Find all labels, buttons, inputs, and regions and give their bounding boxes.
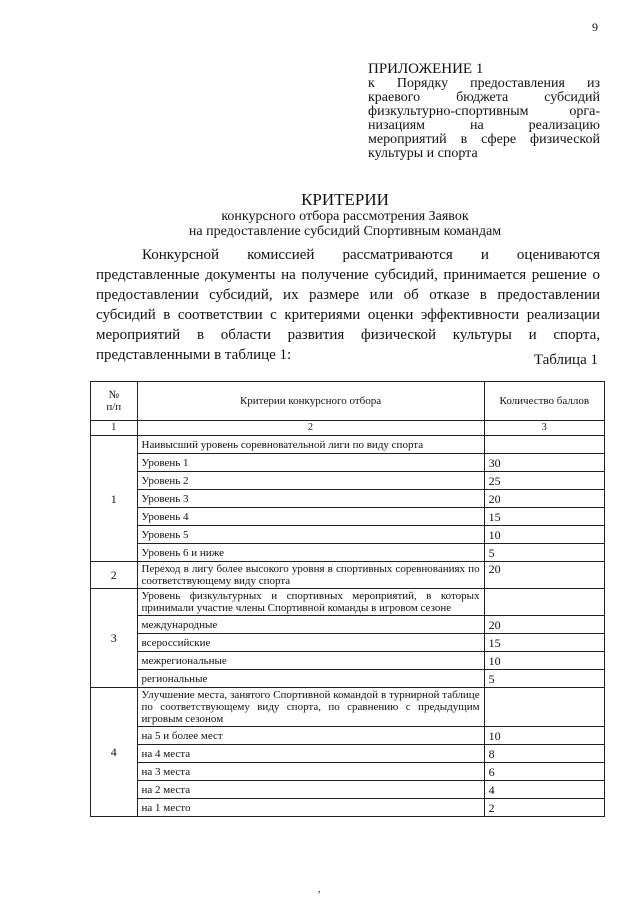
score-cell: 5 <box>484 670 604 688</box>
paragraph-line: субсидий в соответствии с критериями оценки эффективности реализации <box>96 307 600 323</box>
criteria-row-label: международные <box>137 616 484 634</box>
criteria-row-label: Уровень 1 <box>137 454 484 472</box>
group-heading: Переход в лигу более высокого уровня в спортивных соревнованиях по соответствующему виду спорта <box>137 562 484 589</box>
appendix-line: краевого бюджета субсидий <box>368 90 600 105</box>
paragraph-line: мероприятий в области развития физической культуры и спорта, <box>96 327 600 343</box>
score-cell: 5 <box>484 544 604 562</box>
page-number: 9 <box>592 20 598 34</box>
group-heading: Улучшение места, занятого Спортивной командой в турнирной таблице по соответствующему виду спорта, по сравнению с предыдущим игровым сезоном <box>137 688 484 727</box>
scan-mark: , <box>318 884 321 895</box>
table-label: Таблица 1 <box>533 352 598 368</box>
paragraph-line: представленными в таблице 1: <box>96 347 292 363</box>
intro-paragraph <box>96 245 600 365</box>
appendix-line: физкультурно-спортивным орга- <box>368 104 600 119</box>
score-cell: 10 <box>484 727 604 745</box>
score-cell: 20 <box>484 616 604 634</box>
appendix-line: низациям на реализацию <box>368 118 600 133</box>
score-cell <box>484 688 604 727</box>
title-subline: конкурсного отбора рассмотрения Заявок <box>221 209 469 224</box>
score-cell: 2 <box>484 799 604 817</box>
title-subline: на предоставление субсидий Спортивным командам <box>188 224 502 239</box>
score-cell: 10 <box>484 652 604 670</box>
score-cell: 25 <box>484 472 604 490</box>
criteria-row-label: на 5 и более мест <box>137 727 484 745</box>
criteria-row-label: на 1 место <box>137 799 484 817</box>
appendix-line: культуры и спорта <box>368 146 478 161</box>
paragraph-line: представленные документы на получение субсидий, принимается решение о <box>96 267 600 283</box>
column-number: 2 <box>137 421 484 436</box>
criteria-row-label: Уровень 6 и ниже <box>137 544 484 562</box>
column-number: 1 <box>91 421 138 436</box>
criteria-row-label: региональные <box>137 670 484 688</box>
criteria-table <box>90 381 605 817</box>
title-main: КРИТЕРИИ <box>301 190 389 209</box>
criteria-row-label: всероссийские <box>137 634 484 652</box>
score-cell: 20 <box>484 562 604 589</box>
document-title <box>90 190 600 239</box>
criteria-row-label: Уровень 4 <box>137 508 484 526</box>
paragraph-line: Конкурсной комиссией рассматриваются и оцениваются <box>142 247 600 263</box>
criteria-row-label: на 4 места <box>137 745 484 763</box>
criteria-row-label: Уровень 2 <box>137 472 484 490</box>
score-cell: 20 <box>484 490 604 508</box>
score-cell <box>484 589 604 616</box>
paragraph-line: предоставлении субсидий, их размере или об отказе в предоставлении <box>96 287 600 303</box>
group-number: 2 <box>91 562 138 589</box>
score-cell: 15 <box>484 634 604 652</box>
score-cell: 10 <box>484 526 604 544</box>
score-cell <box>484 436 604 454</box>
score-cell: 4 <box>484 781 604 799</box>
criteria-row-label: на 3 места <box>137 763 484 781</box>
header-score: Количество баллов <box>484 382 604 421</box>
appendix-line: мероприятий в сфере физической <box>368 132 600 147</box>
score-cell: 6 <box>484 763 604 781</box>
header-criteria: Критерии конкурсного отбора <box>137 382 484 421</box>
appendix-heading: ПРИЛОЖЕНИЕ 1 <box>368 61 484 77</box>
criteria-row-label: Уровень 5 <box>137 526 484 544</box>
group-number: 4 <box>91 688 138 817</box>
header-num: № п/п <box>91 382 138 421</box>
score-cell: 8 <box>484 745 604 763</box>
criteria-row-label: межрегиональные <box>137 652 484 670</box>
group-heading: Наивысший уровень соревновательной лиги по виду спорта <box>137 436 484 454</box>
score-cell: 30 <box>484 454 604 472</box>
column-number: 3 <box>484 421 604 436</box>
appendix-block <box>368 62 600 161</box>
appendix-line: к Порядку предоставления из <box>368 76 600 91</box>
group-heading: Уровень физкультурных и спортивных мероприятий, в которых принимали участие члены Спортивной команды в игровом сезоне <box>137 589 484 616</box>
group-number: 1 <box>91 436 138 562</box>
criteria-row-label: Уровень 3 <box>137 490 484 508</box>
group-number: 3 <box>91 589 138 688</box>
criteria-row-label: на 2 места <box>137 781 484 799</box>
score-cell: 15 <box>484 508 604 526</box>
